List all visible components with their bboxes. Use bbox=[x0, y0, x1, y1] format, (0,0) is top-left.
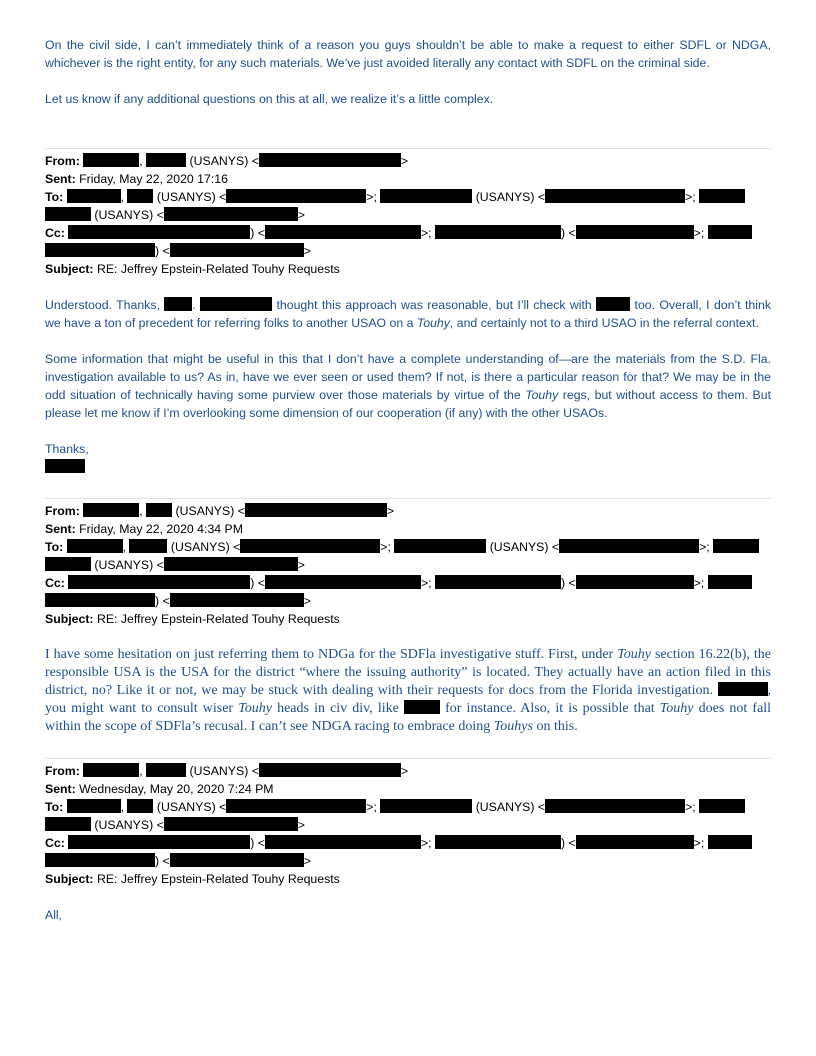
header-line: (USANYS) < > bbox=[45, 206, 771, 224]
text-segment: Some information that might be useful in this that I don’t have a complete understanding of—are the materials from the S.D. Fla. investigation available to us? As in, have we ever seen or used them? If not, is there a particular reason for that? We may be in the odd situation of technically having some purview over those materials by virtue of the bbox=[45, 352, 771, 402]
redaction bbox=[45, 207, 91, 221]
redaction bbox=[164, 297, 192, 311]
redaction bbox=[245, 503, 387, 517]
header-line: From: , (USANYS) < > bbox=[45, 764, 409, 778]
email3-body: All, bbox=[45, 908, 63, 922]
redaction bbox=[394, 539, 486, 553]
redaction bbox=[83, 153, 139, 167]
text-segment: Cc: bbox=[45, 226, 65, 240]
text-segment: To: bbox=[45, 800, 64, 814]
signature-redaction bbox=[45, 459, 85, 473]
text-segment: (USANYS) < bbox=[475, 190, 546, 204]
redaction bbox=[545, 189, 685, 203]
text-segment: too. Overall, I don’t think we have a ton of precedent for referring folks to another USAO on a bbox=[45, 298, 771, 330]
text-segment: Touhy bbox=[238, 701, 272, 716]
redaction bbox=[146, 763, 186, 777]
header-line: (USANYS) < > bbox=[45, 556, 771, 574]
text-segment: Touhy bbox=[617, 647, 651, 662]
text-segment: (USANYS) < bbox=[156, 190, 227, 204]
redaction bbox=[200, 297, 272, 311]
redaction bbox=[127, 799, 153, 813]
text-segment: (USANYS) < bbox=[170, 540, 241, 554]
text-segment: (USANYS) < bbox=[94, 818, 164, 832]
redaction bbox=[146, 153, 186, 167]
redaction bbox=[45, 243, 155, 257]
redaction bbox=[380, 799, 472, 813]
redaction bbox=[83, 763, 139, 777]
text-segment: I have some hesitation on just referring them to NDGa for the SDFla investigative stuff. First, under bbox=[45, 647, 614, 662]
top-paragraph-2: Let us know if any additional questions on this at all, we realize it’s a little complex. bbox=[45, 92, 494, 106]
redaction bbox=[435, 575, 561, 589]
text-segment: Wednesday, May 20, 2020 7:24 PM bbox=[79, 782, 274, 796]
redaction bbox=[164, 207, 298, 221]
header-line: Cc: ) < >; ) < >; bbox=[45, 834, 771, 852]
text-segment: Cc: bbox=[45, 836, 65, 850]
text-segment: on this. bbox=[536, 719, 578, 734]
text-segment: To: bbox=[45, 540, 64, 554]
redaction bbox=[708, 835, 752, 849]
redaction bbox=[164, 817, 298, 831]
redaction bbox=[146, 503, 172, 517]
redaction bbox=[45, 853, 155, 867]
text-segment: , you might want to consult wiser bbox=[45, 683, 771, 716]
header-line bbox=[45, 610, 771, 628]
email2-body bbox=[45, 646, 771, 736]
redaction bbox=[576, 575, 694, 589]
redaction bbox=[559, 539, 699, 553]
text-segment: Friday, May 22, 2020 4:34 PM bbox=[79, 522, 243, 536]
redaction bbox=[68, 575, 250, 589]
redaction bbox=[404, 700, 440, 714]
redaction bbox=[713, 539, 759, 553]
text-segment: Touhys bbox=[493, 719, 533, 734]
header-line: ) < > bbox=[45, 852, 771, 870]
email-page bbox=[45, 36, 771, 924]
redaction bbox=[170, 243, 304, 257]
text-segment: Touhy bbox=[416, 316, 450, 330]
redaction bbox=[164, 557, 298, 571]
redaction bbox=[708, 575, 752, 589]
redaction bbox=[576, 835, 694, 849]
redaction bbox=[240, 539, 380, 553]
email1-signoff: Thanks, bbox=[45, 442, 89, 456]
text-segment: To: bbox=[45, 190, 64, 204]
redaction bbox=[265, 575, 421, 589]
redaction bbox=[45, 593, 155, 607]
text-segment: regs, but without access to them. But please let me know if I’m overlooking some dimension of our cooperation (if any) with the other USAOs. bbox=[45, 388, 771, 420]
email-header-1 bbox=[45, 152, 771, 278]
redaction bbox=[68, 225, 250, 239]
redaction bbox=[718, 682, 768, 696]
text-segment: Touhy bbox=[659, 701, 694, 716]
to-line: To: , (USANYS) < >; (USANYS) < >; bbox=[45, 188, 771, 206]
email1-body-paragraph-2 bbox=[45, 350, 771, 422]
redaction bbox=[596, 297, 630, 311]
redaction bbox=[380, 189, 472, 203]
divider bbox=[45, 758, 771, 759]
header-line: Cc: ) < >; ) < >; bbox=[45, 574, 771, 592]
sent-line bbox=[45, 170, 771, 188]
header-line bbox=[45, 870, 771, 888]
divider bbox=[45, 498, 771, 499]
text-segment: From: bbox=[45, 764, 80, 778]
subject-line bbox=[45, 260, 771, 278]
text-segment: From: bbox=[45, 154, 80, 168]
email1-body-paragraph-1: Understood. Thanks, . thought this approach was reasonable, but I’ll check with too. Overall, I don’t think we have a ton of precedent for referring folks to another USAO on a Touhy, and certainly not to a third USAO in the referral context. bbox=[45, 298, 771, 330]
top-paragraph-1: On the civil side, I can’t immediately think of a reason you guys shouldn’t be able to make a request to either SDFL or NDGA, whichever is the right entity, for any such materials. We’ve just avoided literally any contact with SDFL on the criminal side. bbox=[45, 38, 771, 70]
text-segment: Subject: bbox=[45, 612, 94, 626]
redaction bbox=[67, 189, 121, 203]
redaction bbox=[435, 225, 561, 239]
redaction bbox=[265, 835, 421, 849]
redaction bbox=[170, 853, 304, 867]
text-segment: Subject: bbox=[45, 872, 94, 886]
text-segment: for instance. Also, it is possible that bbox=[445, 701, 655, 716]
redaction bbox=[435, 835, 561, 849]
text-segment: heads in civ div, like bbox=[277, 701, 399, 716]
header-line: To: , (USANYS) < >; (USANYS) < >; bbox=[45, 538, 771, 556]
redaction bbox=[265, 225, 421, 239]
text-segment: (USANYS) < bbox=[189, 764, 259, 778]
text-segment: RE: Jeffrey Epstein-Related Touhy Requests bbox=[96, 872, 340, 886]
text-segment: RE: Jeffrey Epstein-Related Touhy Requests bbox=[96, 612, 340, 626]
redaction bbox=[68, 835, 250, 849]
redaction bbox=[576, 225, 694, 239]
email-header-2 bbox=[45, 502, 771, 628]
redaction bbox=[129, 539, 167, 553]
header-line: (USANYS) < > bbox=[45, 816, 771, 834]
text-segment: Cc: bbox=[45, 576, 65, 590]
redaction bbox=[170, 593, 304, 607]
redaction bbox=[67, 539, 123, 553]
redaction bbox=[259, 153, 401, 167]
header-line: To: , (USANYS) < >; (USANYS) < >; bbox=[45, 798, 771, 816]
text-segment: Touhy bbox=[525, 388, 559, 402]
text-segment: section 16.22(b), the responsible USA is the USA for the district “where the issuing authority” is located. They actually have an action filed in this district, no? Like it or not, we may be stuck with dealing with their requests for docs from the Florida investigation. bbox=[45, 647, 772, 698]
text-segment: , and certainly not to a third USAO in the referral context. bbox=[449, 316, 759, 330]
text-segment: From: bbox=[45, 504, 80, 518]
text-segment: Subject: bbox=[45, 262, 94, 276]
header-line: From: , (USANYS) < > bbox=[45, 504, 395, 518]
text-segment: Sent: bbox=[45, 522, 76, 536]
redaction bbox=[699, 189, 745, 203]
redaction bbox=[708, 225, 752, 239]
header-line bbox=[45, 780, 771, 798]
text-segment: (USANYS) < bbox=[94, 208, 164, 222]
text-segment: thought this approach was reasonable, but I’ll check with bbox=[276, 298, 592, 312]
text-segment: does not fall within the scope of SDFla’s recusal. I can’t see NDGA racing to embrace doing bbox=[45, 701, 772, 734]
text-segment: Friday, May 22, 2020 17:16 bbox=[79, 172, 228, 186]
header-line: ) < > bbox=[45, 592, 771, 610]
text-segment: (USANYS) < bbox=[94, 558, 164, 572]
text-segment: RE: Jeffrey Epstein-Related Touhy Requests bbox=[96, 262, 340, 276]
text-segment: Sent: bbox=[45, 782, 76, 796]
redaction bbox=[699, 799, 745, 813]
divider bbox=[45, 148, 771, 149]
text-segment: Sent: bbox=[45, 172, 76, 186]
text-segment: (USANYS) < bbox=[189, 154, 259, 168]
redaction bbox=[45, 817, 91, 831]
redaction bbox=[45, 557, 91, 571]
text-segment: (USANYS) < bbox=[175, 504, 245, 518]
from-line: From: , (USANYS) < > bbox=[45, 154, 409, 168]
email-header-3 bbox=[45, 762, 771, 888]
text-segment: (USANYS) < bbox=[489, 540, 560, 554]
header-line bbox=[45, 520, 771, 538]
redaction bbox=[67, 799, 121, 813]
redaction bbox=[226, 799, 366, 813]
redaction bbox=[83, 503, 139, 517]
cc-line: Cc: ) < >; ) < >; bbox=[45, 224, 771, 242]
text-segment: (USANYS) < bbox=[475, 800, 546, 814]
redaction bbox=[259, 763, 401, 777]
redaction bbox=[127, 189, 153, 203]
text-segment: Understood. Thanks, bbox=[45, 298, 160, 312]
text-segment: (USANYS) < bbox=[156, 800, 227, 814]
header-line: ) < > bbox=[45, 242, 771, 260]
redaction bbox=[545, 799, 685, 813]
redaction bbox=[226, 189, 366, 203]
